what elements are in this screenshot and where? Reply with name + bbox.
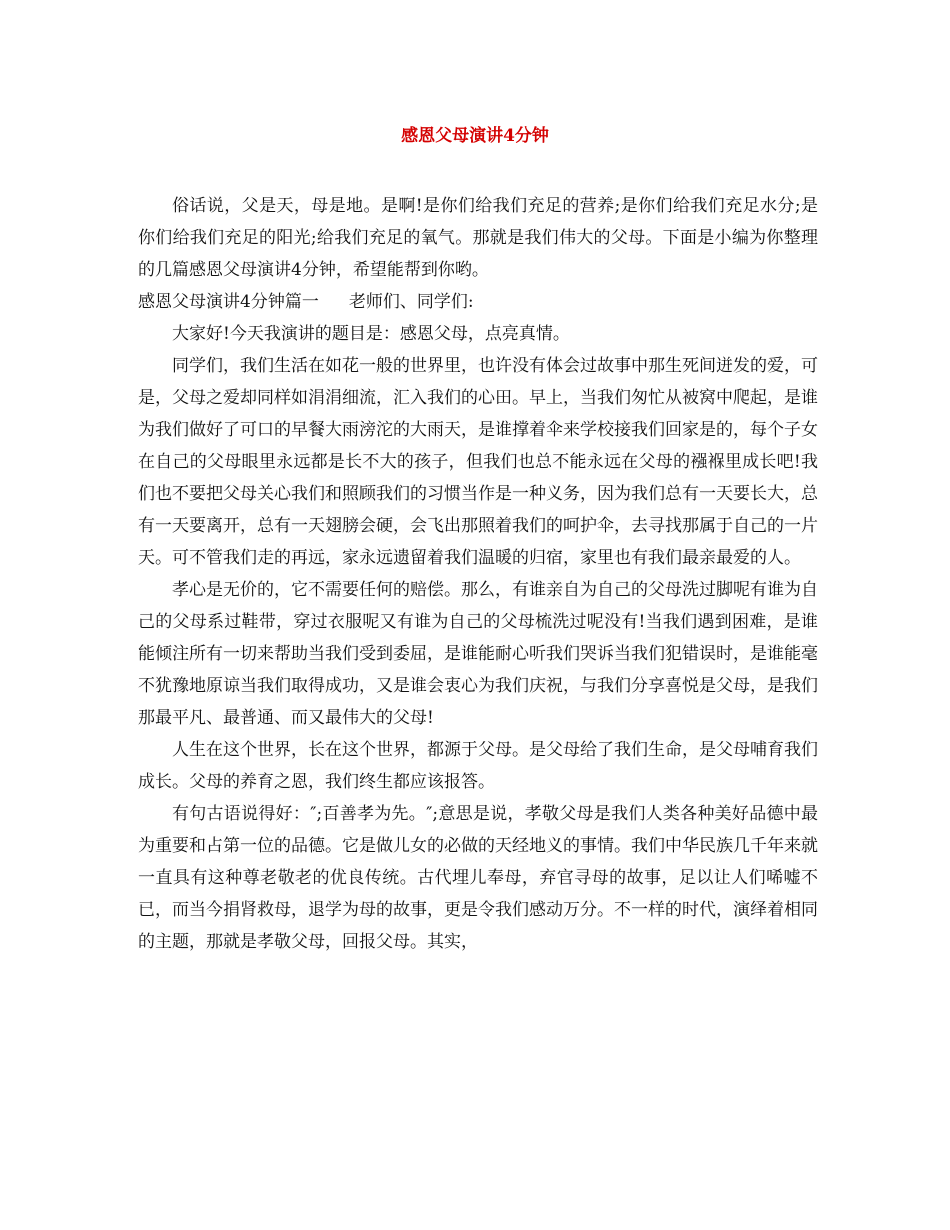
body-paragraph-3: 孝心是无价的，它不需要任何的赔偿。那么，有谁亲自为自己的父母洗过脚呢有谁为自己的父母系过鞋带，穿过衣服呢又有谁为自己的父母梳洗过呢没有!当我们遇到困难，是谁能倾注所有一切来帮助当我们受到委屈，是谁能耐心听我们哭诉当我们犯错误时，是谁能毫不犹豫地原谅当我们取得成功，又是谁会衷心为我们庆祝，与我们分享喜悦是父母，是我们那最平凡、最普通、而又最伟大的父母! <box>138 580 818 728</box>
body-paragraph-2: 同学们，我们生活在如花一般的世界里，也许没有体会过故事中那生死间迸发的爱，可是，父母之爱却同样如涓涓细流，汇入我们的心田。早上，当我们匆忙从被窝中爬起，是谁为我们做好了可口的早餐大雨滂沱的大雨天，是谁撑着伞来学校接我们回家是的，每个子女在自己的父母眼里永远都是长不大的孩子，但我们也总不能永远在父母的襁褓里成长吧!我们也不要把父母关心我们和照顾我们的习惯当作是一种义务，因为我们总有一天要长大，总有一天要离开，总有一天翅膀会硬，会飞出那照着我们的呵护伞，去寻找那属于自己的一片天。可不管我们走的再远，家永远遗留着我们温暖的归宿，家里也有我们最亲最爱的人。 <box>138 356 818 568</box>
document-body <box>138 190 818 958</box>
document-title: 感恩父母演讲4分钟 <box>401 126 549 146</box>
salutation: 老师们、同学们: <box>348 292 474 312</box>
intro-paragraph: 俗话说，父是天，母是地。是啊!是你们给我们充足的营养;是你们给我们充足水分;是你们给我们充足的阳光;给我们充足的氧气。那就是我们伟大的父母。下面是小编为你整理的几篇感恩父母演讲4分钟，希望能帮到你哟。 <box>138 196 818 280</box>
section-heading-line <box>138 286 818 318</box>
body-paragraph-5: 有句古语说得好：″;百善孝为先。″;意思是说，孝敬父母是我们人类各种美好品德中最为重要和占第一位的品德。它是做儿女的必做的天经地义的事情。我们中华民族几千年来就一直具有这种尊老敬老的优良传统。古代埋儿奉母，弃官寻母的故事，足以让人们唏嘘不已，而当今捐肾救母，退学为母的故事，更是令我们感动万分。不一样的时代，演绎着相同的主题，那就是孝敬父母，回报父母。其实， <box>138 804 818 952</box>
section-heading: 感恩父母演讲4分钟篇一 <box>138 292 319 312</box>
body-paragraph-4: 人生在这个世界，长在这个世界，都源于父母。是父母给了我们生命，是父母哺育我们成长。父母的养育之恩，我们终生都应该报答。 <box>138 740 818 792</box>
body-paragraph-1: 大家好!今天我演讲的题目是：感恩父母，点亮真情。 <box>172 324 570 344</box>
